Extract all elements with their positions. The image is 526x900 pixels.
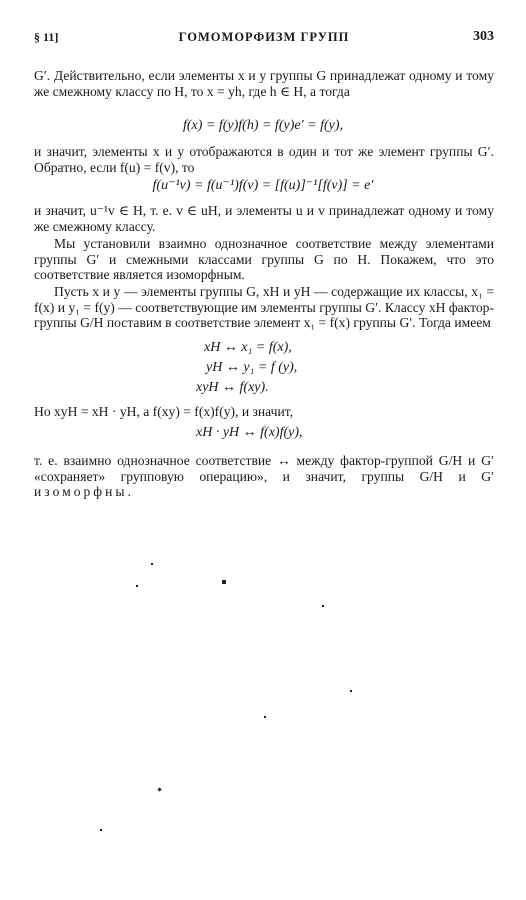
scan-speck bbox=[151, 563, 153, 565]
paragraph-1-text: G′. Действительно, если элементы x и y группы G принадлежат одному и тому же смежному классу по H, то x = yh, где h ∈ H, а тогда bbox=[34, 68, 494, 99]
running-title: ГОМОМОРФИЗМ ГРУПП bbox=[178, 30, 350, 44]
equation-2: f(u⁻¹v) = f(u⁻¹)f(v) = [f(u)]⁻¹[f(v)] = e′ bbox=[152, 178, 374, 193]
paragraph-4 bbox=[34, 236, 494, 283]
paragraph-2-text: и значит, элементы x и y отображаются в один и тот же элемент группы G′. Обратно, если f(u) = f(v), то bbox=[34, 144, 494, 175]
paragraph-6-text: Но xyH = xH · yH, а f(xy) = f(x)f(y), и значит, bbox=[34, 404, 294, 419]
scan-speck bbox=[100, 829, 102, 831]
section-marker: § 11] bbox=[34, 30, 59, 44]
paragraph-7 bbox=[34, 453, 494, 500]
paragraph-4-text: Мы установили взаимно однозначное соответствие между элементами группы G′ и смежными классами группы G по H. Покажем, что это соответствие является изоморфным. bbox=[34, 236, 495, 283]
equation-1: f(x) = f(y)f(h) = f(y)e′ = f(y), bbox=[182, 118, 344, 133]
paragraph-3 bbox=[34, 203, 494, 234]
paragraph-5-text: Пусть x и y — элементы группы G, xH и yH — содержащие их классы, x₁ = f(x) и y₁ = f(y) — соответствующие им элементы группы G′. Классу xH фактор-группы G/H поставим в соответствие элемент x₁ = f(x) группы G′. Тогда имеем bbox=[34, 284, 494, 331]
scan-speck bbox=[222, 580, 226, 584]
paragraph-2 bbox=[34, 144, 494, 175]
scan-speck bbox=[350, 690, 352, 692]
paragraph-7-end: изоморфны. bbox=[34, 484, 134, 500]
paragraph-5 bbox=[34, 284, 494, 331]
scan-speck bbox=[136, 585, 138, 587]
paragraph-6 bbox=[34, 404, 494, 420]
page-number: 303 bbox=[473, 29, 494, 44]
paragraph-7-start: т. е. взаимно однозначное соответствие ↔ между фактор-группой G/H и G′ «сохраняет» групповую операцию», и значит, группы G/H и G′ bbox=[34, 453, 494, 484]
equation-6: xH · yH ↔ f(x)f(y), bbox=[196, 425, 303, 440]
paragraph-7-text bbox=[34, 453, 494, 500]
equation-5: xyH ↔ f(xy). bbox=[196, 380, 269, 395]
paragraph-1 bbox=[34, 68, 494, 99]
scan-speck bbox=[322, 605, 324, 607]
scan-speck bbox=[157, 787, 161, 791]
scan-speck bbox=[264, 716, 266, 718]
equation-3: xH ↔ x₁ = f(x), bbox=[204, 340, 292, 355]
paragraph-3-text: и значит, u⁻¹v ∈ H, т. е. v ∈ uH, и элементы u и v принадлежат одному и тому же смежному классу. bbox=[34, 203, 494, 234]
equation-4: yH ↔ y₁ = f (y), bbox=[206, 360, 298, 375]
page-header bbox=[34, 30, 494, 50]
